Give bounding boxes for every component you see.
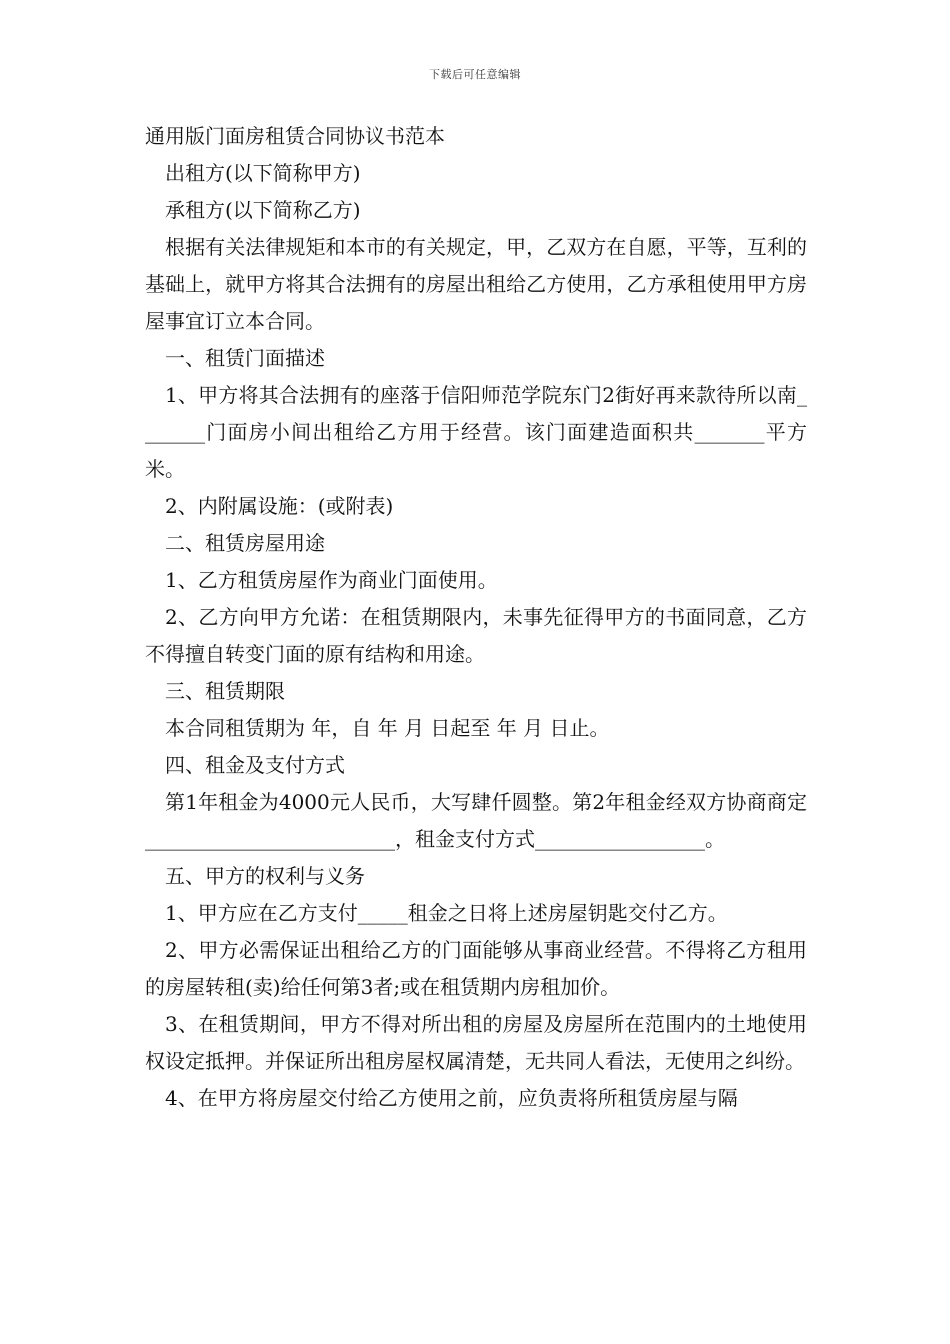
section-heading-4: 四、租金及支付方式	[165, 753, 345, 777]
document-body	[145, 118, 807, 1117]
paragraph-lessor: 出租方(以下简称甲方)	[165, 161, 361, 185]
section-heading-2: 二、租赁房屋用途	[165, 531, 325, 555]
clause-2-1: 1、乙方租赁房屋作为商业门面使用。	[165, 568, 498, 592]
clause-2-2: 2、乙方向甲方允诺：在租赁期限内，未事先征得甲方的书面同意，乙方不得擅自转变门面的原有结构和用途。	[145, 605, 807, 666]
clause-5-4: 4、在甲方将房屋交付给乙方使用之前，应负责将所租赁房屋与隔	[165, 1086, 738, 1110]
document-title: 通用版门面房租赁合同协议书范本	[145, 124, 445, 148]
paragraph-lessee: 承租方(以下简称乙方)	[165, 198, 361, 222]
clause-1-2: 2、内附属设施：(或附表)	[165, 494, 394, 518]
clause-5-1: 1、甲方应在乙方支付_____租金之日将上述房屋钥匙交付乙方。	[165, 901, 728, 925]
clause-1-1: 1、甲方将其合法拥有的座落于信阳师范学院东门2街好再来款待所以南_______门面房小间出租给乙方用于经营。该门面建造面积共_______平方米。	[145, 383, 807, 481]
section-heading-3: 三、租赁期限	[165, 679, 285, 703]
paragraph-preamble: 根据有关法律规矩和本市的有关规定，甲，乙双方在自愿，平等，互利的基础上，就甲方将其合法拥有的房屋出租给乙方使用，乙方承租使用甲方房屋事宜订立本合同。	[145, 235, 807, 333]
section-heading-5: 五、甲方的权利与义务	[165, 864, 365, 888]
clause-5-3: 3、在租赁期间，甲方不得对所出租的房屋及房屋所在范围内的土地使用权设定抵押。并保证所出租房屋权属清楚，无共同人看法，无使用之纠纷。	[145, 1012, 807, 1073]
clause-3-1: 本合同租赁期为 年，自 年 月 日起至 年 月 日止。	[165, 716, 610, 740]
section-heading-1: 一、租赁门面描述	[165, 346, 325, 370]
clause-4-1: 第1年租金为4000元人民币，大写肆仟圆整。第2年租金经双方协商商定_________________________，租金支付方式_________________。	[145, 790, 807, 851]
header-note: 下载后可任意编辑	[429, 68, 521, 81]
clause-5-2: 2、甲方必需保证出租给乙方的门面能够从事商业经营。不得将乙方租用的房屋转租(卖)给任何第3者;或在租赁期内房租加价。	[145, 938, 807, 999]
